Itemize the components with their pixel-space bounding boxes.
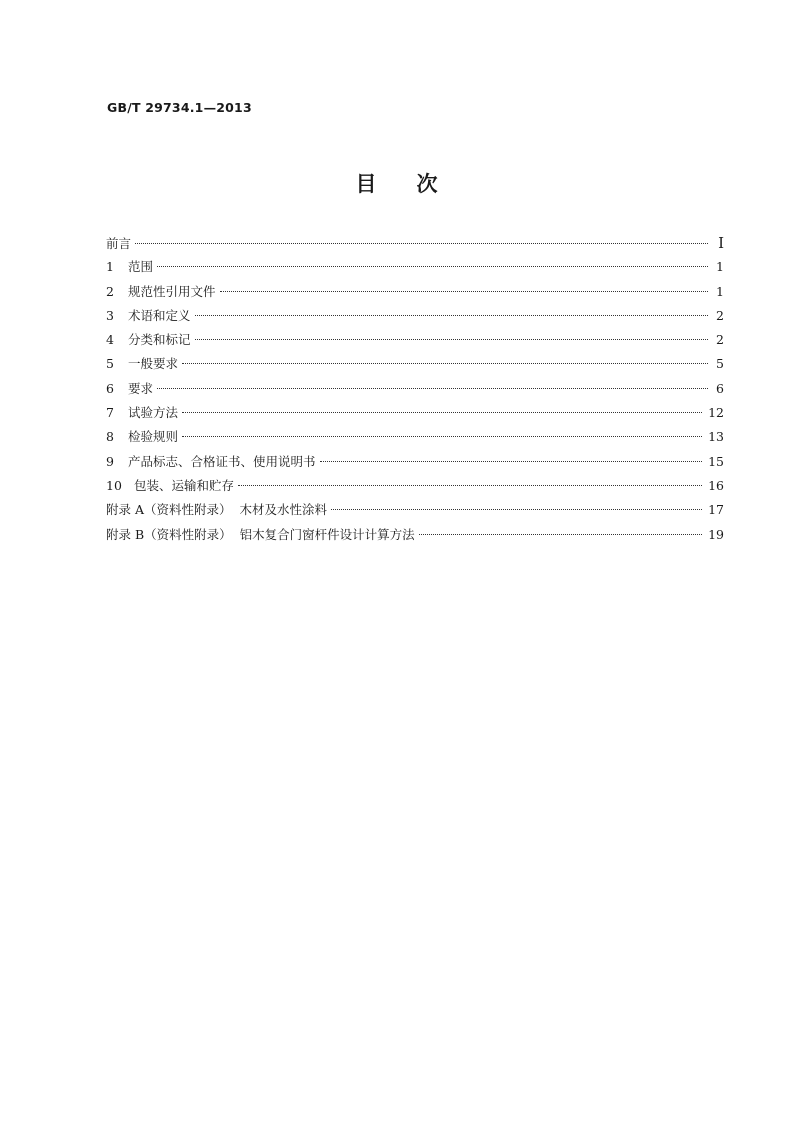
toc-entry-page: 16 <box>708 477 724 493</box>
toc-entry-number: 10 <box>106 477 122 493</box>
toc-entry-page: 19 <box>708 526 724 542</box>
toc-entry-number: 1 <box>106 259 114 275</box>
toc-entry-label: 附录 B（资料性附录） 铝木复合门窗杆件设计计算方法 <box>106 526 415 542</box>
toc-entry-page: 6 <box>716 380 724 396</box>
toc-entry-page: 1 <box>716 259 724 275</box>
toc-entry-number: 2 <box>106 283 114 299</box>
toc-entry-page: I <box>718 234 724 252</box>
toc-leader-dots <box>182 411 702 413</box>
toc-entry-appendix-b[interactable] <box>106 523 724 547</box>
toc-entry-page: 2 <box>716 332 724 348</box>
toc-entry-5[interactable] <box>106 352 724 376</box>
toc-leader-dots <box>238 484 702 486</box>
toc-entry-foreword[interactable] <box>106 231 724 255</box>
toc-leader-dots <box>195 314 708 316</box>
toc-entry-3[interactable] <box>106 304 724 328</box>
toc-entry-number: 7 <box>106 405 114 421</box>
toc-leader-dots <box>220 290 708 292</box>
toc-entry-label: 规范性引用文件 <box>128 283 216 299</box>
toc-entry-number: 9 <box>106 453 114 469</box>
toc-leader-dots <box>182 435 702 437</box>
toc-entry-number: 4 <box>106 332 114 348</box>
toc-entry-label: 试验方法 <box>128 405 179 421</box>
toc-entry-page: 5 <box>716 356 724 372</box>
toc-entry-8[interactable] <box>106 425 724 449</box>
toc-entry-page: 12 <box>708 405 724 421</box>
toc-leader-dots <box>419 533 702 535</box>
toc-leader-dots <box>195 338 708 340</box>
toc-list <box>106 231 724 547</box>
toc-leader-dots <box>157 387 708 389</box>
toc-entry-page: 17 <box>708 502 724 518</box>
toc-entry-label: 前言 <box>106 236 132 251</box>
toc-entry-7[interactable] <box>106 401 724 425</box>
toc-entry-number: 8 <box>106 429 114 445</box>
toc-heading-part1: 目 <box>355 172 377 196</box>
toc-leader-dots <box>331 508 702 510</box>
toc-entry-page: 15 <box>708 453 724 469</box>
toc-entry-9[interactable] <box>106 450 724 474</box>
toc-entry-10[interactable] <box>106 474 724 498</box>
toc-entry-4[interactable] <box>106 328 724 352</box>
toc-entry-page: 2 <box>716 307 724 323</box>
toc-entry-2[interactable] <box>106 280 724 304</box>
toc-entry-number: 6 <box>106 380 114 396</box>
toc-leader-dots <box>182 362 708 364</box>
toc-entry-label: 检验规则 <box>128 429 179 445</box>
toc-entry-label: 包装、运输和贮存 <box>134 477 235 493</box>
toc-heading <box>0 168 793 198</box>
toc-entry-label: 要求 <box>128 380 154 396</box>
toc-entry-label: 范围 <box>128 259 154 275</box>
toc-leader-dots <box>157 265 708 267</box>
toc-entry-number: 3 <box>106 307 114 323</box>
toc-leader-dots <box>135 242 708 244</box>
document-code: GB/T 29734.1—2013 <box>107 100 252 115</box>
toc-entry-number: 5 <box>106 356 114 372</box>
toc-entry-label: 一般要求 <box>128 356 179 372</box>
toc-entry-label: 产品标志、合格证书、使用说明书 <box>128 453 316 469</box>
toc-entry-appendix-a[interactable] <box>106 498 724 522</box>
toc-leader-dots <box>320 460 703 462</box>
toc-entry-1[interactable] <box>106 255 724 279</box>
toc-entry-label: 附录 A（资料性附录） 木材及水性涂料 <box>106 502 327 518</box>
toc-entry-6[interactable] <box>106 377 724 401</box>
toc-entry-label: 术语和定义 <box>128 307 191 323</box>
toc-entry-page: 1 <box>716 283 724 299</box>
toc-entry-label: 分类和标记 <box>128 332 191 348</box>
toc-entry-page: 13 <box>708 429 724 445</box>
toc-heading-part2: 次 <box>416 172 438 196</box>
